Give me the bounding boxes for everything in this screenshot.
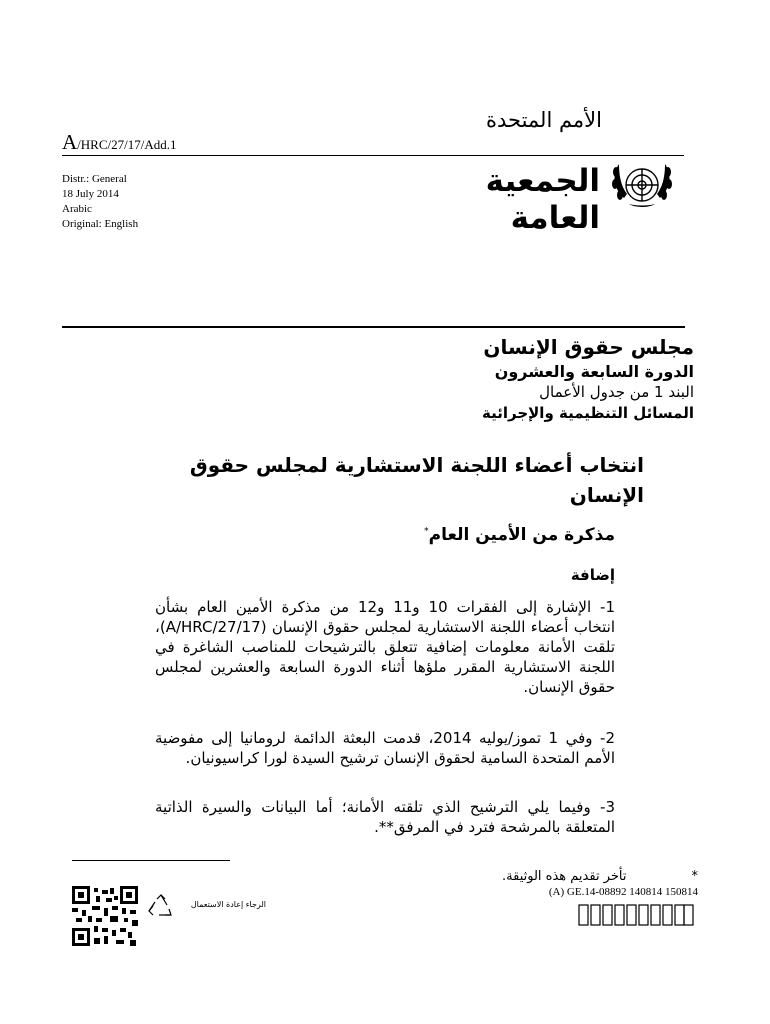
language-line: Arabic — [62, 203, 92, 215]
distribution-line: Distr.: General — [62, 173, 127, 185]
recycle-icon — [147, 893, 175, 919]
paragraph-3-footnote-mark: **. — [374, 818, 394, 836]
distribution-block — [62, 172, 138, 232]
footnote-text: تأخر تقديم هذه الوثيقة. — [502, 869, 627, 884]
addendum-label: إضافة — [570, 566, 615, 584]
note-title — [424, 525, 615, 545]
original-language-line: Original: English — [62, 218, 139, 230]
council-heading: مجلس حقوق الإنسان — [483, 335, 694, 359]
main-title: انتخاب أعضاء اللجنة الاستشارية لمجلس حقوق الإنسان — [189, 453, 644, 507]
agenda-item-title: المسائل التنظيمية والإجرائية — [482, 404, 694, 422]
paragraph-2-text: 2- وفي 1 تموز/يوليه 2014، قدمت البعثة الدائمة لرومانيا إلى مفوضية الأمم المتحدة السامية لحقوق الإنسان ترشيح السيدة لورا كراسيونيان. — [155, 729, 615, 767]
paragraph-2 — [155, 728, 615, 768]
barcode-icon — [578, 903, 694, 927]
date-line: 18 July 2014 — [62, 188, 119, 200]
general-assembly-title: الجمعية العامة — [485, 163, 600, 236]
footnote — [78, 869, 698, 884]
paragraph-3-text: 3- وفيما يلي الترشيح الذي تلقته الأمانة؛ أما البيانات والسيرة الذاتية المتعلقة بالمرشحة فترد في المرفق — [155, 798, 615, 836]
document-symbol — [62, 130, 177, 155]
united-nations-name: الأمم المتحدة — [485, 108, 602, 132]
document-symbol-prefix: A — [62, 130, 78, 154]
footnote-divider — [72, 860, 230, 861]
qr-code-icon — [72, 886, 138, 946]
paragraph-1 — [155, 597, 615, 697]
note-title-text: مذكرة من الأمين العام — [428, 525, 615, 545]
job-number: (A) GE.14-08892 140814 150814 — [548, 886, 698, 898]
section-divider — [62, 326, 685, 328]
footnote-mark: * — [691, 869, 698, 884]
document-symbol-rest: /HRC/27/17/Add.1 — [77, 137, 177, 152]
un-emblem-icon — [607, 158, 677, 216]
paragraph-3 — [155, 797, 615, 837]
paragraph-1-text: 1- الإشارة إلى الفقرات 10 و11 و12 من مذكرة الأمين العام بشأن انتخاب أعضاء اللجنة الاستشارية لمجلس حقوق الإنسان (A/HRC/27/17)، تلقت الأمانة معلومات إضافية تتعلق بالترشيحات للمناصب الشاغرة في اللجنة الاستشارية المقرر ملؤها أثناء الدورة السابعة والعشرين لمجلس حقوق الإنسان. — [155, 598, 616, 696]
session-heading: الدورة السابعة والعشرون — [494, 362, 694, 381]
note-title-footnote-mark: * — [424, 526, 429, 537]
recycle-label: الرجاء إعادة الاستعمال — [190, 900, 266, 909]
agenda-item: البند 1 من جدول الأعمال — [539, 383, 694, 401]
top-divider — [62, 155, 684, 156]
